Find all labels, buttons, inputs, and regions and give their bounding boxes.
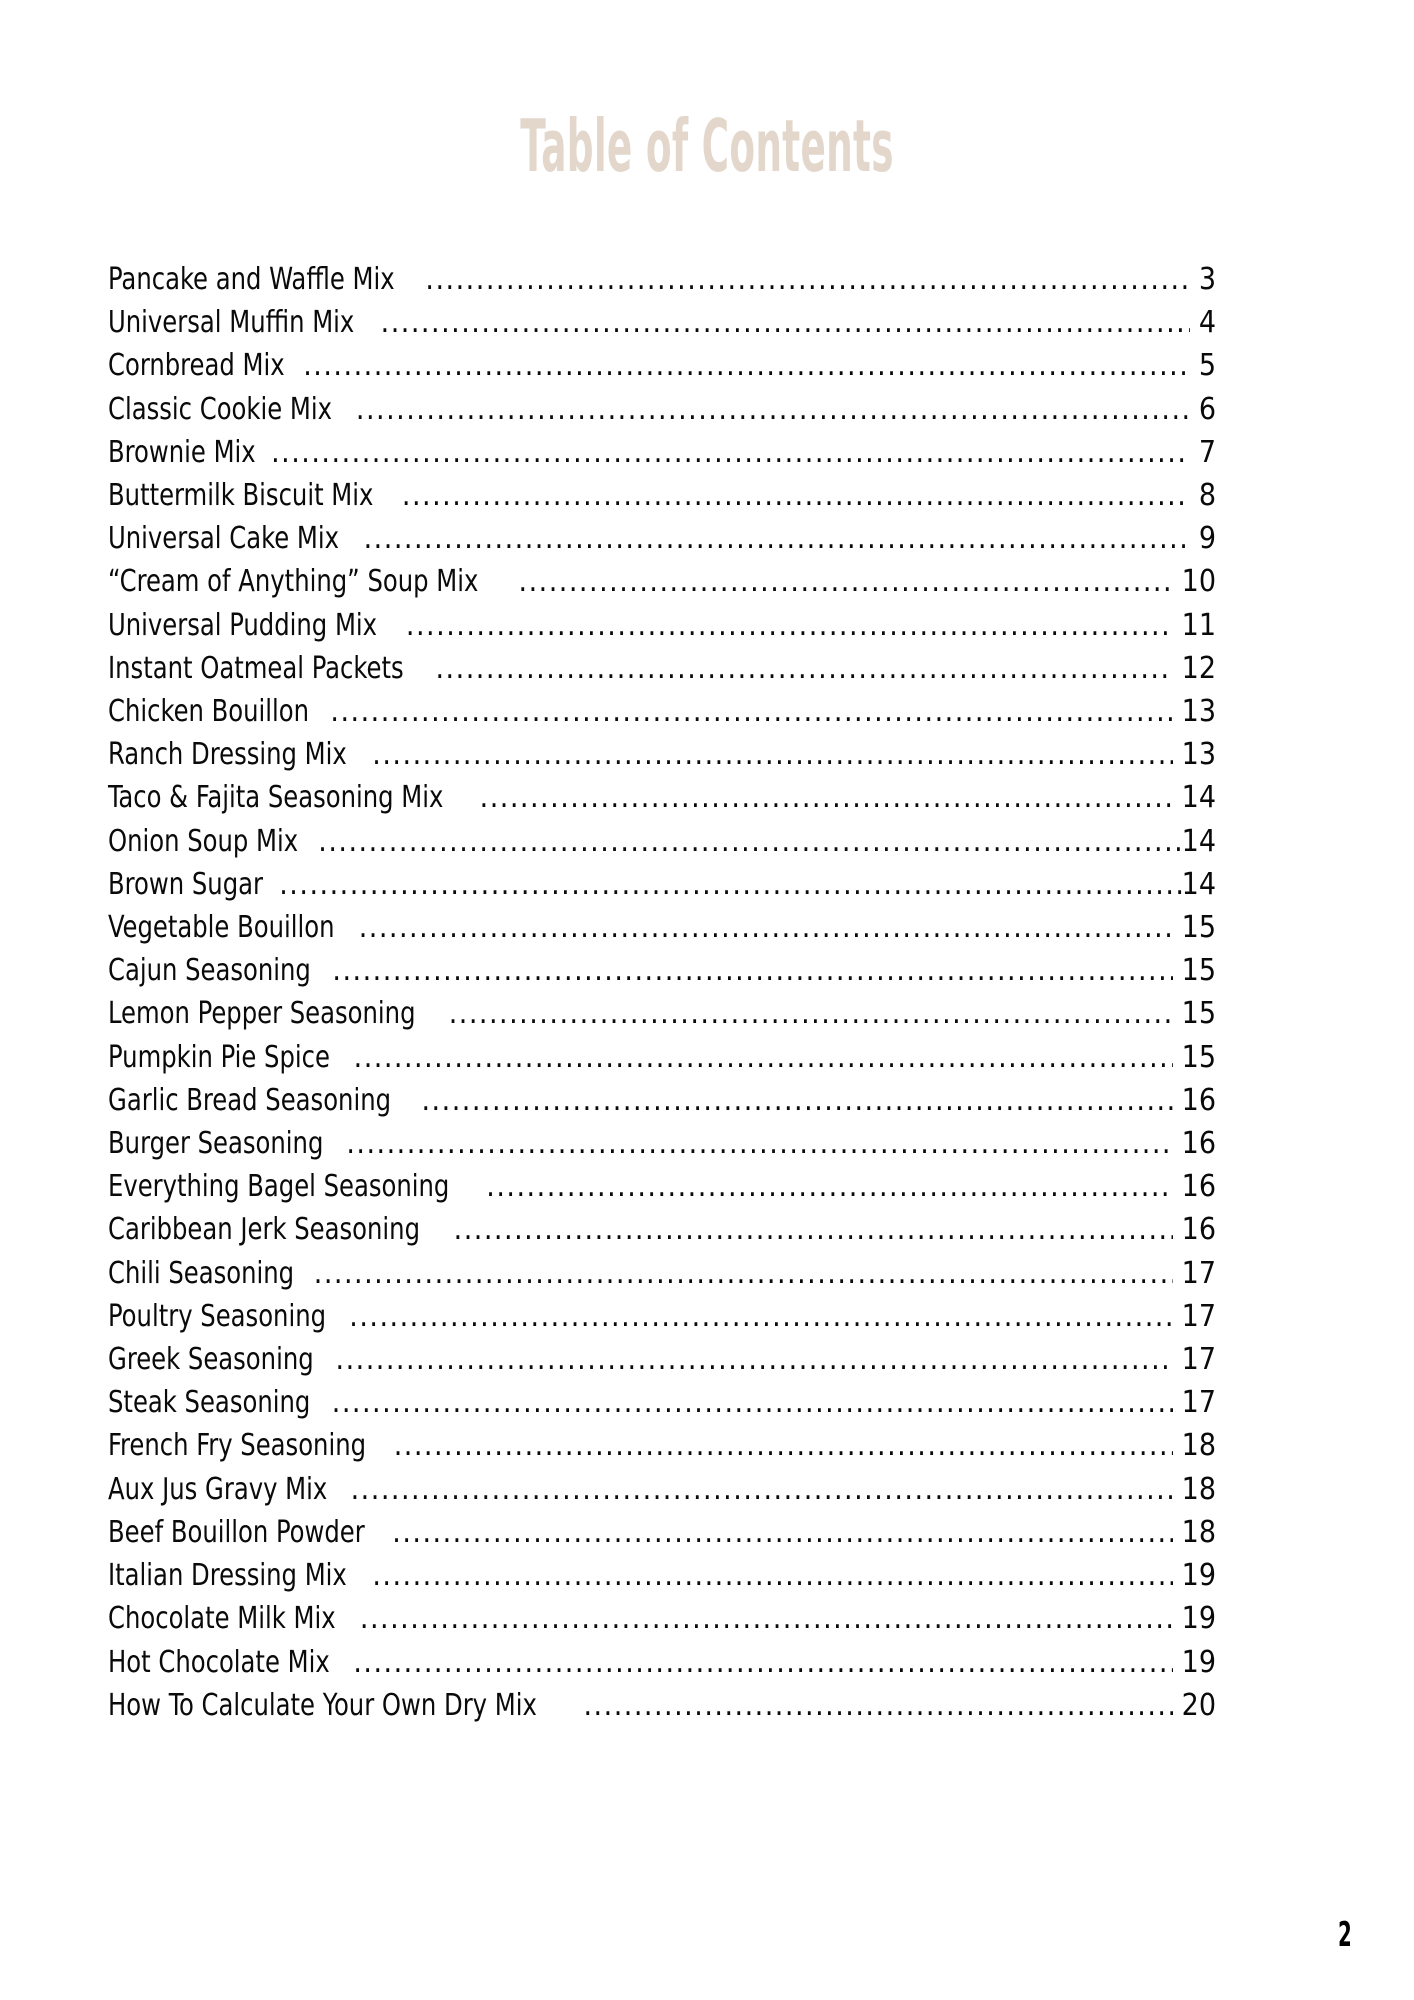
toc-entry-title: Brownie Mix	[108, 434, 256, 470]
toc-entry-title: French Fry Seasoning	[108, 1428, 367, 1464]
toc-entry-page-number: 12	[1181, 650, 1216, 686]
toc-dot-leader	[349, 1295, 1172, 1338]
toc-entry-title: Beef Bouillon Powder	[108, 1514, 365, 1550]
toc-entry-title: Garlic Bread Seasoning	[108, 1082, 392, 1118]
toc-entry-page-number: 16	[1181, 1212, 1216, 1248]
toc-entry-title: Lemon Pepper Seasoning	[108, 996, 416, 1032]
toc-entry-page-number: 17	[1181, 1385, 1216, 1421]
toc-dot-leader	[360, 1597, 1173, 1640]
toc-entry-title: Greek Seasoning	[108, 1342, 314, 1378]
toc-entry[interactable]	[108, 344, 1216, 387]
toc-entry-title: Aux Jus Gravy Mix	[108, 1471, 328, 1507]
toc-dot-leader	[332, 949, 1172, 992]
toc-entry-page-number: 7	[1198, 434, 1216, 470]
toc-entry-page-number: 5	[1198, 348, 1216, 384]
toc-dot-leader	[519, 560, 1173, 603]
toc-dot-leader	[435, 647, 1172, 690]
toc-dot-leader	[351, 1468, 1173, 1511]
toc-entry-page-number: 4	[1198, 305, 1216, 341]
toc-entry-page-number: 19	[1181, 1644, 1216, 1680]
toc-dot-leader	[394, 1424, 1173, 1467]
toc-dot-leader	[303, 344, 1190, 387]
toc-entry[interactable]	[108, 1381, 1216, 1424]
toc-entry-page-number: 11	[1181, 607, 1216, 643]
toc-entry-page-number: 15	[1181, 996, 1216, 1032]
toc-entry-page-number: 20	[1181, 1687, 1216, 1723]
toc-entry-page-number: 14	[1181, 823, 1216, 859]
toc-dot-leader	[314, 1252, 1173, 1295]
toc-entry-title: Burger Seasoning	[108, 1126, 324, 1162]
toc-entry[interactable]	[108, 1252, 1216, 1295]
toc-entry-page-number: 18	[1181, 1514, 1216, 1550]
toc-entry[interactable]	[108, 647, 1216, 690]
toc-dot-leader	[406, 604, 1173, 647]
toc-entry-title: Pancake and Waffle Mix	[108, 262, 395, 297]
toc-entry[interactable]	[108, 431, 1216, 474]
toc-dot-leader	[279, 863, 1181, 906]
toc-dot-leader	[454, 1208, 1173, 1251]
toc-dot-leader	[359, 906, 1173, 949]
toc-entry[interactable]	[108, 1036, 1216, 1079]
toc-entry-page-number: 17	[1181, 1255, 1216, 1291]
toc-entry[interactable]	[108, 1295, 1216, 1338]
toc-dot-leader	[372, 733, 1172, 776]
toc-dot-leader	[332, 1381, 1173, 1424]
toc-entry-title: Ranch Dressing Mix	[108, 737, 347, 773]
toc-entry-page-number: 9	[1198, 521, 1216, 557]
toc-entry-title: How To Calculate Your Own Dry Mix	[108, 1687, 537, 1723]
toc-entry-page-number: 14	[1181, 780, 1216, 816]
toc-entry[interactable]	[108, 690, 1216, 733]
toc-entry-page-number: 8	[1198, 478, 1216, 514]
toc-dot-leader	[346, 1122, 1172, 1165]
toc-entry-title: Taco & Fajita Seasoning Mix	[108, 780, 444, 816]
toc-entry[interactable]	[108, 301, 1216, 344]
page-number-footer: 2	[1338, 1915, 1352, 1955]
toc-entry[interactable]	[108, 604, 1216, 647]
toc-entry-page-number: 17	[1181, 1342, 1216, 1378]
toc-entry-title: Onion Soup Mix	[108, 823, 299, 859]
toc-entry-title: Chili Seasoning	[108, 1255, 295, 1291]
toc-entry-title: Brown Sugar	[108, 866, 264, 902]
toc-entry[interactable]	[108, 949, 1216, 992]
toc-dot-leader	[480, 776, 1173, 819]
toc-entry[interactable]	[108, 517, 1216, 560]
table-of-contents-list	[108, 258, 1216, 1727]
toc-entry[interactable]	[108, 906, 1216, 949]
toc-entry[interactable]	[108, 1079, 1216, 1122]
toc-entry-page-number: 15	[1181, 910, 1216, 946]
toc-dot-leader	[372, 1554, 1172, 1597]
toc-entry-page-number: 13	[1181, 737, 1216, 773]
toc-dot-leader	[421, 1079, 1172, 1122]
toc-entry-page-number: 19	[1181, 1558, 1216, 1594]
toc-entry[interactable]	[108, 1338, 1216, 1381]
toc-entry[interactable]	[108, 733, 1216, 776]
toc-entry[interactable]	[108, 1165, 1216, 1208]
toc-dot-leader	[336, 1338, 1173, 1381]
toc-entry-page-number: 14	[1181, 866, 1216, 902]
toc-entry-page-number: 18	[1181, 1428, 1216, 1464]
toc-dot-leader	[318, 820, 1181, 863]
toc-entry[interactable]	[108, 258, 1216, 301]
toc-entry-title: Italian Dressing Mix	[108, 1558, 347, 1594]
toc-entry-title: Classic Cookie Mix	[108, 391, 332, 427]
toc-entry-title: Cajun Seasoning	[108, 953, 311, 989]
toc-entry-page-number: 16	[1181, 1082, 1216, 1118]
toc-dot-leader	[354, 1036, 1173, 1079]
toc-entry-title: Hot Chocolate Mix	[108, 1644, 330, 1680]
toc-entry[interactable]	[108, 560, 1216, 603]
toc-entry-page-number: 6	[1198, 391, 1216, 427]
toc-dot-leader	[402, 474, 1190, 517]
toc-entry-title: Steak Seasoning	[108, 1385, 311, 1421]
toc-entry[interactable]	[108, 1122, 1216, 1165]
toc-dot-leader	[364, 517, 1190, 560]
toc-entry-page-number: 16	[1181, 1169, 1216, 1205]
toc-entry-title: Pumpkin Pie Spice	[108, 1039, 330, 1075]
toc-dot-leader	[353, 1641, 1172, 1684]
toc-entry-title: Instant Oatmeal Packets	[108, 650, 404, 686]
toc-entry[interactable]	[108, 776, 1216, 819]
toc-entry[interactable]	[108, 1424, 1216, 1467]
toc-entry-title: Vegetable Bouillon	[108, 910, 335, 946]
toc-entry-title: Cornbread Mix	[108, 348, 285, 384]
toc-entry-page-number: 13	[1181, 694, 1216, 730]
toc-dot-leader	[449, 992, 1173, 1035]
toc-entry[interactable]	[108, 1684, 1216, 1727]
toc-entry-page-number: 17	[1181, 1298, 1216, 1334]
toc-entry-title: Universal Pudding Mix	[108, 607, 378, 643]
toc-dot-leader	[583, 1684, 1172, 1727]
toc-entry[interactable]	[108, 388, 1216, 431]
toc-entry-page-number: 10	[1181, 564, 1216, 600]
toc-entry[interactable]	[108, 1511, 1216, 1554]
toc-entry-title: Chocolate Milk Mix	[108, 1601, 336, 1637]
toc-entry-page-number: 19	[1181, 1601, 1216, 1637]
toc-entry[interactable]	[108, 474, 1216, 517]
toc-entry-title: Buttermilk Biscuit Mix	[108, 478, 374, 514]
page-title: Table of Contents	[520, 104, 894, 189]
toc-entry[interactable]	[108, 1468, 1216, 1511]
toc-entry[interactable]	[108, 992, 1216, 1035]
toc-entry-page-number: 15	[1181, 1039, 1216, 1075]
toc-entry-title: Universal Cake Mix	[108, 521, 339, 557]
toc-entry-page-number: 16	[1181, 1126, 1216, 1162]
toc-entry-title: Everything Bagel Seasoning	[108, 1169, 450, 1205]
toc-dot-leader	[425, 258, 1189, 301]
toc-dot-leader	[356, 388, 1190, 431]
toc-dot-leader	[330, 690, 1172, 733]
toc-dot-leader	[271, 431, 1190, 474]
toc-entry[interactable]	[108, 863, 1216, 906]
toc-dot-leader	[381, 301, 1190, 344]
toc-dot-leader	[486, 1165, 1172, 1208]
toc-entry-title: Poultry Seasoning	[108, 1298, 327, 1334]
toc-entry-title: Chicken Bouillon	[108, 694, 310, 730]
toc-entry[interactable]	[108, 1208, 1216, 1251]
toc-entry-title: Universal Muffin Mix	[108, 305, 355, 341]
toc-dot-leader	[392, 1511, 1172, 1554]
toc-entry-title: “Cream of Anything” Soup Mix	[108, 564, 479, 600]
toc-entry[interactable]	[108, 1641, 1216, 1684]
toc-entry-page-number: 15	[1181, 953, 1216, 989]
toc-entry-page-number: 3	[1198, 262, 1216, 297]
toc-entry-page-number: 18	[1181, 1471, 1216, 1507]
toc-entry-title: Caribbean Jerk Seasoning	[108, 1212, 420, 1248]
toc-entry[interactable]	[108, 1554, 1216, 1597]
toc-entry[interactable]	[108, 1597, 1216, 1640]
toc-entry[interactable]	[108, 820, 1216, 863]
